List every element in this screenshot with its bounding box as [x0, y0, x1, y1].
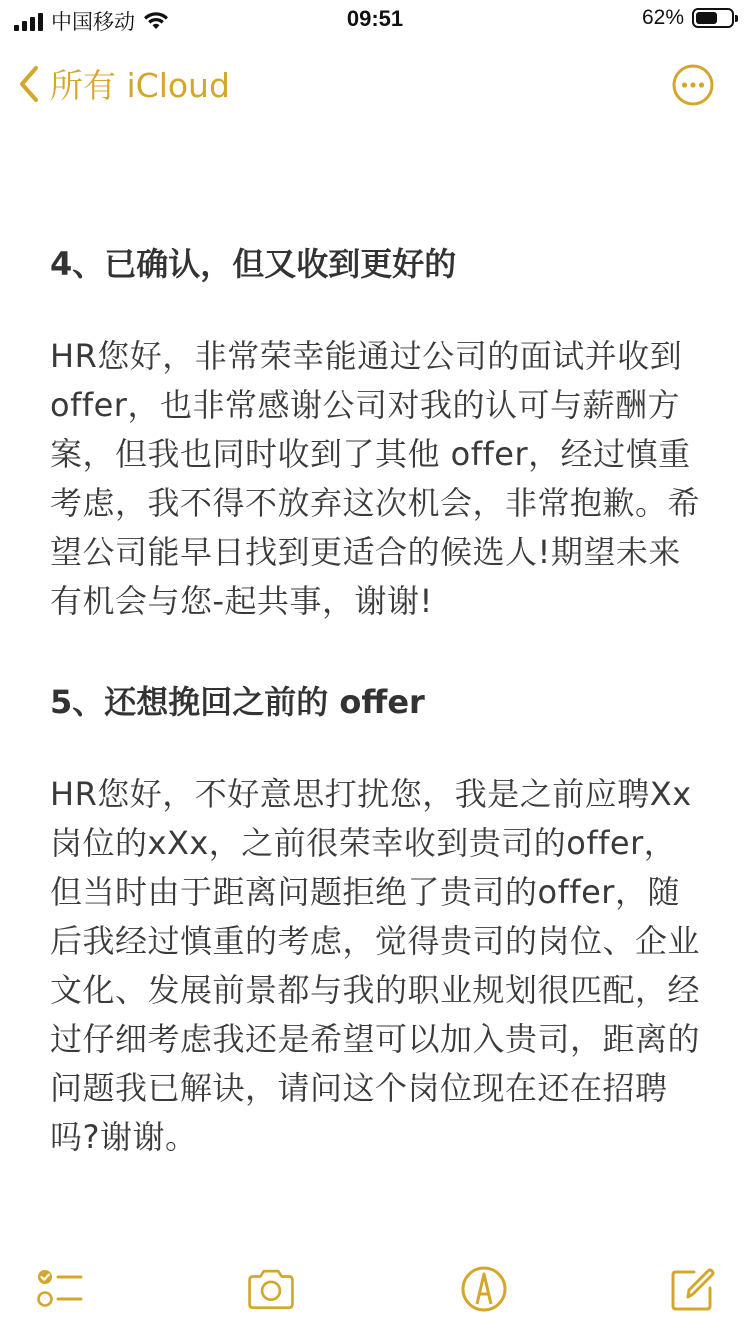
battery-icon: [692, 8, 734, 28]
status-time: 09:51: [346, 6, 404, 31]
compose-icon[interactable]: [668, 1264, 718, 1314]
camera-icon[interactable]: [246, 1264, 296, 1314]
section-body-4: HR您好，非常荣幸能通过公司的面试并收到offer，也非常感谢公司对我的认可与薪酬方案，但我也同时收到了其他 offer，经过慎重考虑，我不得不放弃这次机会，非常抱歉。希望公司能早日找到更适合的候选人!期望未来有机会与您-起共事，谢谢!: [50, 337, 701, 620]
battery-level-fill: [696, 12, 717, 24]
section-heading-5: 5、还想挽回之前的 offer: [50, 683, 425, 721]
back-button-label: 所有 iCloud: [50, 66, 230, 105]
chevron-left-icon: [18, 65, 40, 103]
section-body-5: HR您好，不好意思打扰您，我是之前应聘Xx岗位的xXx，之前很荣幸收到贵司的offer，但当时由于距离问题拒绝了贵司的offer，随后我经过慎重的考虑，觉得贵司的岗位、企业文化、发展前景都与我的职业规划很匹配，经过仔细考虑我还是希望可以加入贵司，距离的问题我已解诀，请问这个岗位现在还在招聘吗?谢谢。: [50, 775, 701, 1156]
checklist-icon[interactable]: [34, 1264, 84, 1314]
bottom-toolbar: [0, 1254, 750, 1334]
carrier-name: 中国移动: [51, 10, 135, 34]
battery-percent: 62%: [641, 6, 684, 29]
note-body[interactable]: [50, 240, 700, 1162]
markup-icon[interactable]: [459, 1264, 509, 1314]
back-button[interactable]: [18, 60, 230, 107]
status-right: [642, 6, 734, 30]
status-bar: [0, 0, 750, 40]
section-heading-4: 4、已确认，但又收到更好的: [50, 245, 457, 283]
more-options-icon[interactable]: [672, 64, 714, 106]
nav-bar: [0, 56, 750, 116]
